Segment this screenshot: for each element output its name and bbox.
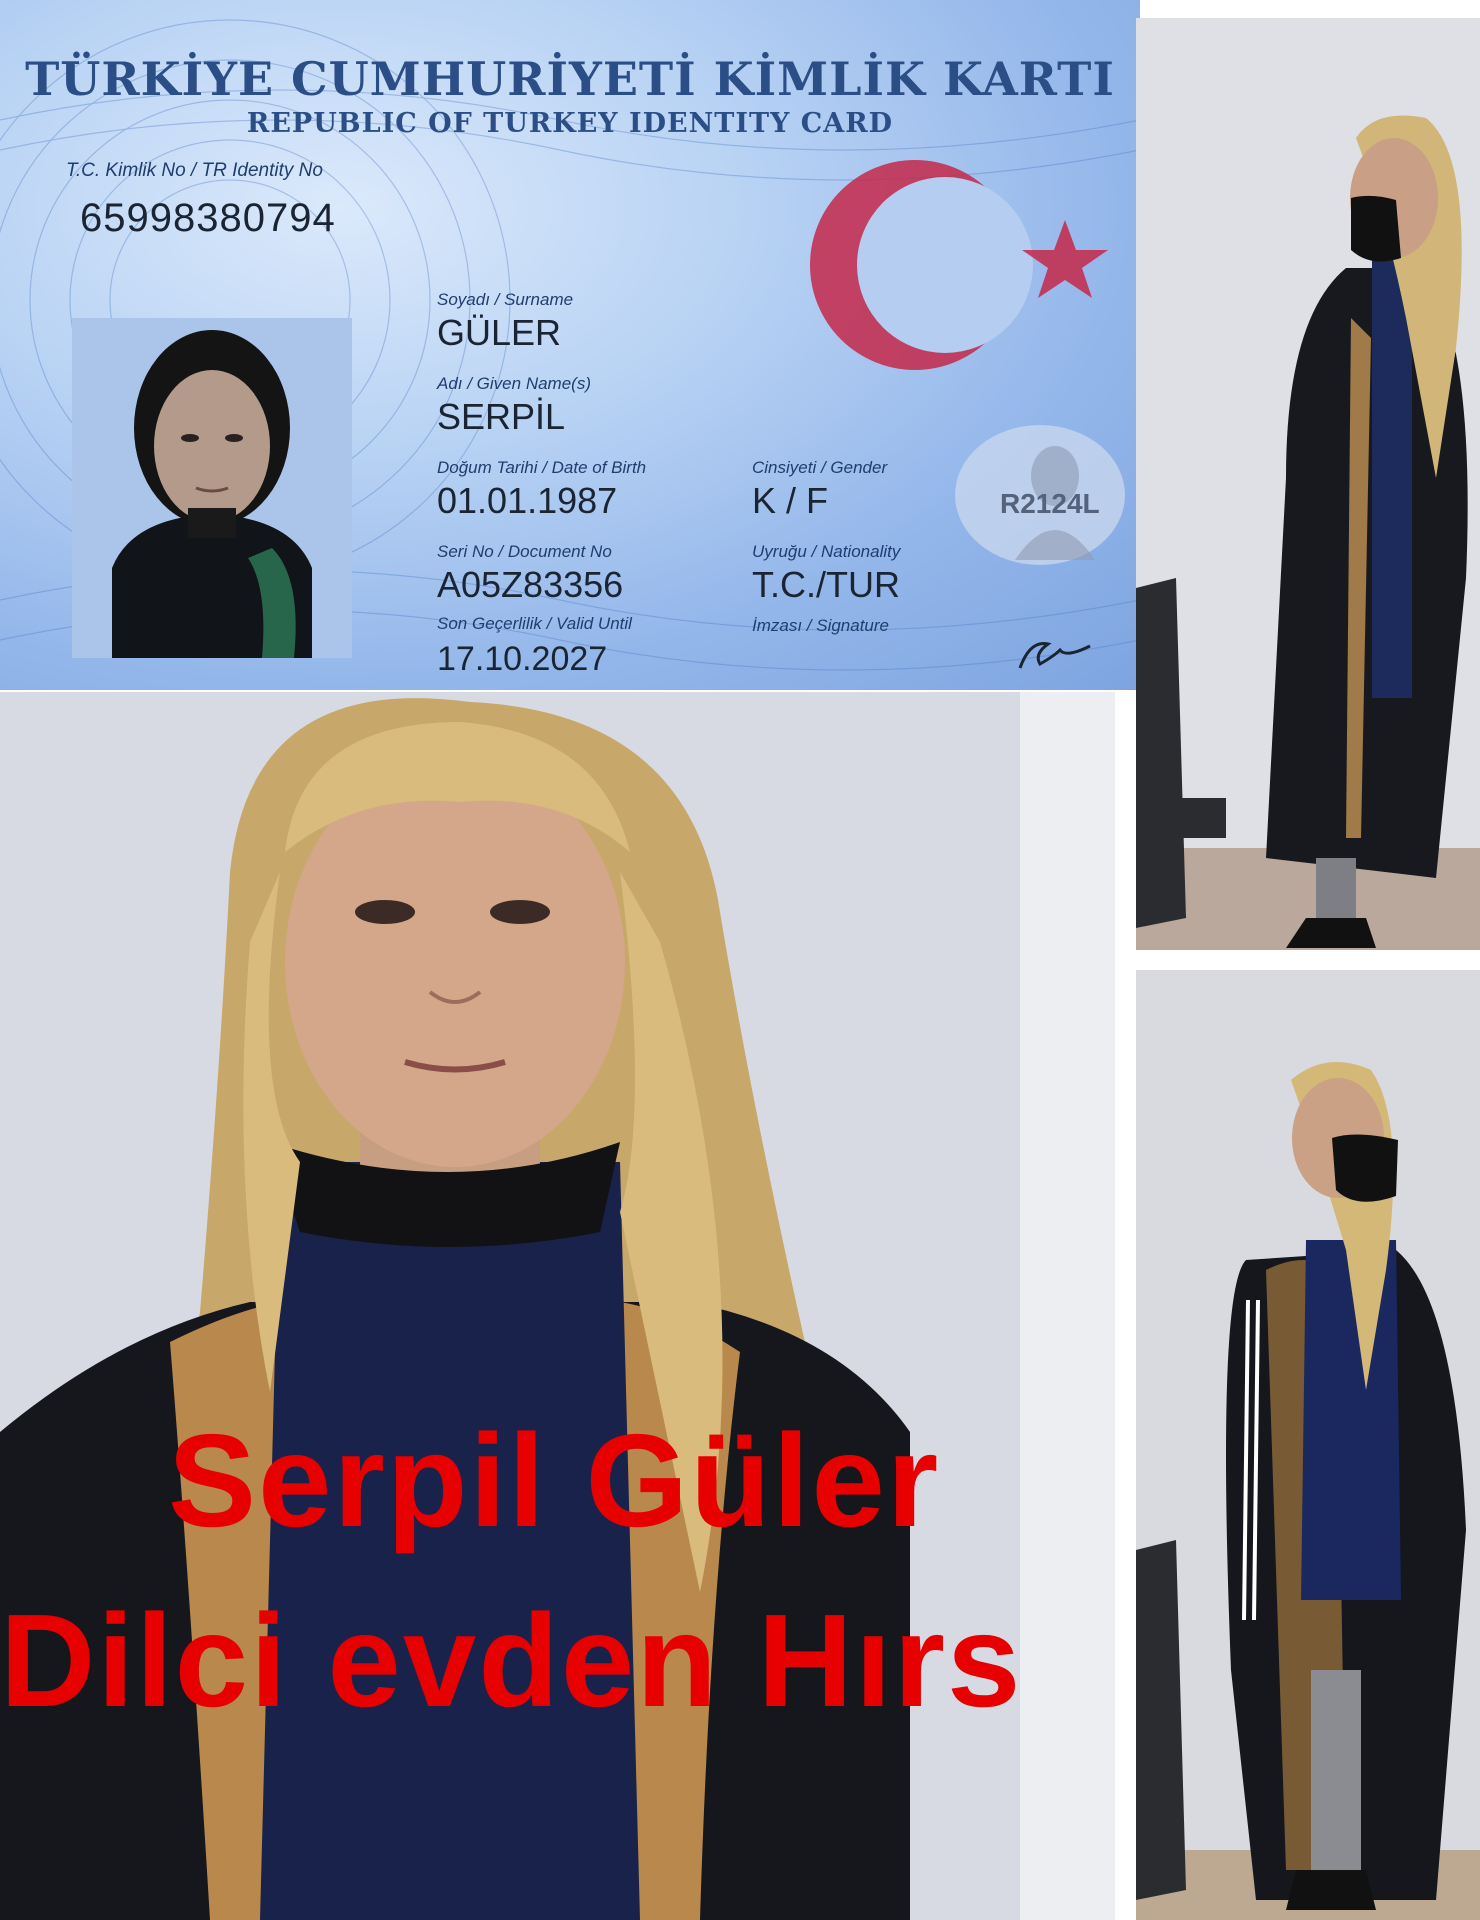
- id-number-label: T.C. Kimlik No / TR Identity No: [66, 160, 323, 181]
- card-portrait: [72, 318, 352, 658]
- nationality-value: T.C./TUR: [752, 564, 900, 605]
- signature-label: İmzası / Signature: [752, 616, 890, 635]
- document-label: Seri No / Document No: [437, 542, 612, 561]
- given-name-label: Adı / Given Name(s): [437, 374, 591, 393]
- given-name-value: SERPİL: [437, 396, 566, 437]
- valid-until-label: Son Geçerlilik / Valid Until: [437, 614, 632, 633]
- photo-side-bottom: [1136, 970, 1480, 1920]
- valid-until-value: 17.10.2027: [437, 640, 608, 678]
- id-card: [0, 0, 1140, 690]
- dob-label: Doğum Tarihi / Date of Birth: [437, 458, 647, 477]
- surname-value: GÜLER: [437, 312, 562, 353]
- signature: [1010, 620, 1100, 680]
- caption-line-1: Serpil Güler: [168, 1407, 941, 1554]
- card-title-en: REPUBLIC OF TURKEY IDENTITY CARD: [246, 108, 894, 139]
- photo-side-top-figure: [1136, 18, 1480, 950]
- gender-value: K / F: [752, 480, 829, 521]
- photo-side-bottom-figure: [1136, 970, 1480, 1920]
- surname-label: Soyadı / Surname: [437, 290, 574, 309]
- id-number: 65998380794: [80, 196, 336, 240]
- crescent-star-icon: [800, 150, 1130, 380]
- caption-line-2: Dilci evden Hırs: [0, 1587, 1023, 1734]
- chip-code: R2124L: [1000, 488, 1100, 519]
- dob-value: 01.01.1987: [437, 480, 618, 521]
- nationality-label: Uyruğu / Nationality: [752, 542, 901, 561]
- document-value: A05Z83356: [437, 564, 624, 605]
- photo-side-top: [1136, 18, 1480, 950]
- card-title-tr: TÜRKİYE CUMHURİYETİ KİMLİK KARTI: [25, 52, 1115, 106]
- gender-label: Cinsiyeti / Gender: [752, 458, 888, 477]
